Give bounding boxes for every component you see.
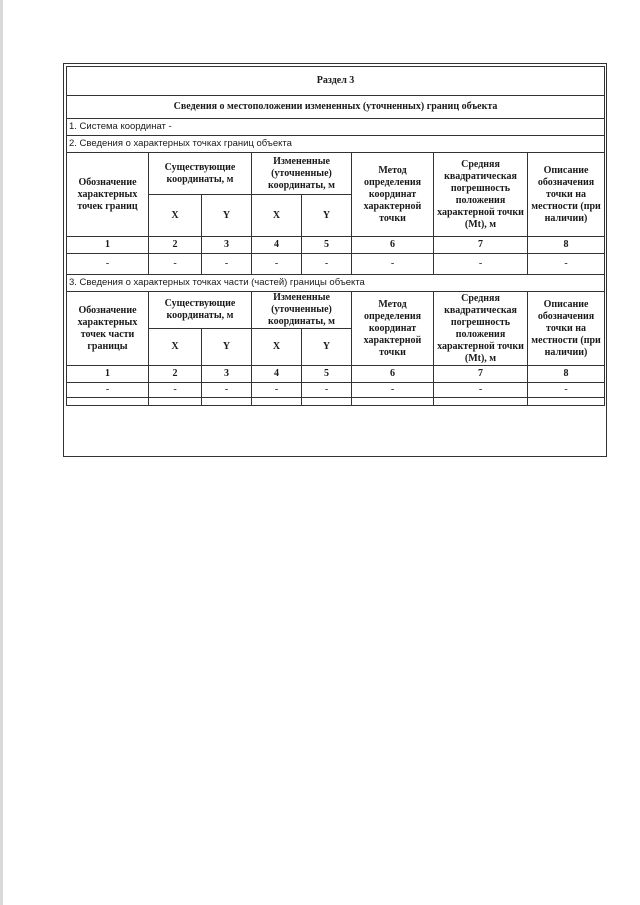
spacer-cell bbox=[252, 398, 302, 406]
block2-col-method: Метод определения координат характерной точки bbox=[352, 153, 434, 237]
block2-num-8: 8 bbox=[528, 237, 605, 254]
block3-num-2: 2 bbox=[149, 366, 202, 383]
block2-value-2: - bbox=[149, 254, 202, 275]
block2-heading: 2. Сведения о характерных точках границ объекта bbox=[67, 136, 605, 153]
block2-col-point: Обозначение характерных точек границ bbox=[67, 153, 149, 237]
spacer-cell bbox=[528, 398, 605, 406]
block2-num-4: 4 bbox=[252, 237, 302, 254]
block2-existing-x: X bbox=[149, 195, 202, 237]
block3-col-changed: Измененные (уточненные) координаты, м bbox=[252, 292, 352, 329]
block2-num-3: 3 bbox=[202, 237, 252, 254]
block3-num-1: 1 bbox=[67, 366, 149, 383]
block2-changed-x: X bbox=[252, 195, 302, 237]
block3-num-7: 7 bbox=[434, 366, 528, 383]
block3-value-3: - bbox=[202, 383, 252, 398]
block3-changed-x: X bbox=[252, 329, 302, 366]
section-3-frame bbox=[63, 63, 607, 457]
block3-value-2: - bbox=[149, 383, 202, 398]
block3-num-5: 5 bbox=[302, 366, 352, 383]
block3-existing-x: X bbox=[149, 329, 202, 366]
block2-value-4: - bbox=[252, 254, 302, 275]
block2-value-5: - bbox=[302, 254, 352, 275]
block2-num-5: 5 bbox=[302, 237, 352, 254]
block2-value-3: - bbox=[202, 254, 252, 275]
block3-value-6: - bbox=[352, 383, 434, 398]
block2-existing-y: Y bbox=[202, 195, 252, 237]
coordinate-system: 1. Система координат - bbox=[67, 119, 605, 136]
section-subtitle: Сведения о местоположении измененных (уточненных) границ объекта bbox=[67, 96, 605, 119]
spacer-cell bbox=[434, 398, 528, 406]
spacer-cell bbox=[352, 398, 434, 406]
block3-col-description: Описание обозначения точки на местности (при наличии) bbox=[528, 292, 605, 366]
block3-changed-y: Y bbox=[302, 329, 352, 366]
block2-changed-y: Y bbox=[302, 195, 352, 237]
block3-num-4: 4 bbox=[252, 366, 302, 383]
spacer-cell bbox=[67, 398, 149, 406]
spacer-cell bbox=[149, 398, 202, 406]
block2-value-7: - bbox=[434, 254, 528, 275]
block2-value-6: - bbox=[352, 254, 434, 275]
block2-num-7: 7 bbox=[434, 237, 528, 254]
block3-value-4: - bbox=[252, 383, 302, 398]
block2-num-1: 1 bbox=[67, 237, 149, 254]
block3-num-3: 3 bbox=[202, 366, 252, 383]
block3-value-7: - bbox=[434, 383, 528, 398]
block2-value-1: - bbox=[67, 254, 149, 275]
spacer-cell bbox=[202, 398, 252, 406]
block2-num-6: 6 bbox=[352, 237, 434, 254]
block3-value-8: - bbox=[528, 383, 605, 398]
block2-col-description: Описание обозначения точки на местности (при наличии) bbox=[528, 153, 605, 237]
block3-existing-y: Y bbox=[202, 329, 252, 366]
block2-col-existing: Существующие координаты, м bbox=[149, 153, 252, 195]
block3-num-6: 6 bbox=[352, 366, 434, 383]
block2-col-changed: Измененные (уточненные) координаты, м bbox=[252, 153, 352, 195]
block3-col-method: Метод определения координат характерной точки bbox=[352, 292, 434, 366]
section-title: Раздел 3 bbox=[67, 67, 605, 96]
block3-value-5: - bbox=[302, 383, 352, 398]
page-edge bbox=[0, 0, 3, 905]
section-3-table bbox=[66, 66, 605, 406]
block3-col-point: Обозначение характерных точек части границы bbox=[67, 292, 149, 366]
block2-num-2: 2 bbox=[149, 237, 202, 254]
block3-col-accuracy: Средняя квадратическая погрешность положения характерной точки (Mt), м bbox=[434, 292, 528, 366]
block3-num-8: 8 bbox=[528, 366, 605, 383]
block2-value-8: - bbox=[528, 254, 605, 275]
block2-col-accuracy: Средняя квадратическая погрешность положения характерной точки (Mt), м bbox=[434, 153, 528, 237]
block3-col-existing: Существующие координаты, м bbox=[149, 292, 252, 329]
block3-value-1: - bbox=[67, 383, 149, 398]
spacer-cell bbox=[302, 398, 352, 406]
block3-heading: 3. Сведения о характерных точках части (частей) границы объекта bbox=[67, 275, 605, 292]
